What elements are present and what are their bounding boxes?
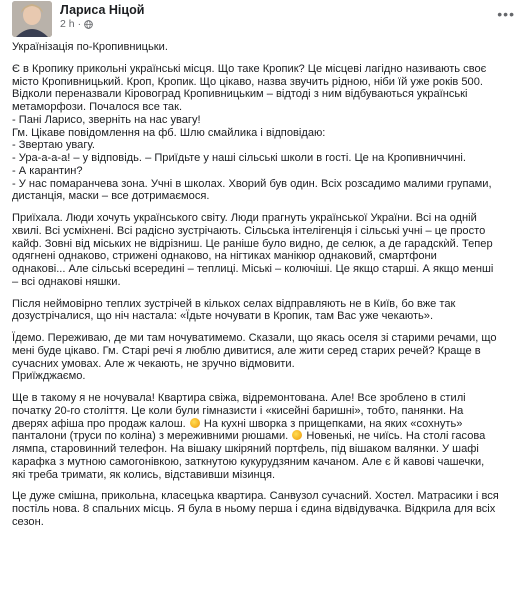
globe-icon bbox=[84, 20, 93, 29]
smiley-emoji-icon bbox=[292, 430, 302, 440]
paragraph-5: Ще в такому я не ночувала! Квартира свіжа, відремонтована. Але! Все зроблено в стилі початку 20-го століття. Це коли були гімназисти і «кисейні баришні», тобто, панянки. На дверях афіша про продаж калош. На кухні шворка з прищепками, на яких «сохнуть» панталони (труси по коліна) з мереживними рюшами. Новенькі, не чиїсь. На столі гасова лямпа, старовинний телефон. На вішаку шкіряний портфель, під вішаком валянки. У шафі карафка з мутною самогонівкою, заткнутою кукурудзяним качаном. Але є й кавові чашечки, які треба тримати, як колись, відставивши мізинця. bbox=[12, 392, 486, 481]
smiley-emoji-icon bbox=[190, 418, 200, 428]
avatar-photo bbox=[12, 1, 52, 37]
more-icon[interactable]: ••• bbox=[497, 6, 515, 22]
paragraph-3: Після неймовірно теплих зустрічей в кількох селах відправляють не в Київ, бо вже так дозустрічалися, що ніч настала: «Їдьте ночувати в Кропик, там Вас уже чекають». bbox=[12, 297, 456, 323]
post-info: 2 h · bbox=[60, 18, 144, 31]
paragraph-2: Приїхала. Люди хочуть українського світу. Люди прагнуть української України. Всі на одній хвилі. Всі усміхнені. Всі радісно зустрічають. Сільська інтелігенція і сільські учні – це просто кайф. Зовні від міських не відрізниш. Це раніше було видно, де селюк, а де гарадскѝй. Тепер одягнені однаково, стрижені однаково, на нігтиках манікюр однаковий, смартфони однакові... Але сільські всередині – теплиці. Міські – колючіші. Це якщо старші. А якщо менші – всі однакові няшки. bbox=[12, 212, 494, 288]
post-header bbox=[12, 0, 517, 41]
paragraph-4: Їдемо. Переживаю, де ми там ночуватимемо. Сказали, що якась оселя зі старими речами, що мені буде цікаво. Гм. Старі речі я люблю дивитися, але жити серед старих речей? Краще в сучасних умовах. Але ж чекають, не зручно відмовити. Приїжджаємо. bbox=[12, 332, 497, 383]
post-meta bbox=[60, 1, 144, 31]
paragraph-6: Це дуже смішна, прикольна, класецька квартира. Санвузол сучасний. Хостел. Матрасики і вся постіль нова. 8 спальних місць. Я була в ньому перша і єдина відвідувачка. Відкрила для всіх сезон. bbox=[12, 490, 499, 528]
paragraph-1: Є в Кропику прикольні українські місця. Що таке Кропик? Це місцеві лагідно називають своє місто Кропивницький. Кроп, Кропик. Що цікаво, назва звучить рідною, ніби їй уже років 500. Відколи переназвали Кіровоград Кропивницьким – відтоді з ним відбуваються українські метаморфози. Почалося все так. - Пані Ларисо, зверніть на нас увагу! Гм. Цікаве повідомлення на фб. Шлю смайлика і відповідаю: - Звертаю увагу. - Ура-а-а-а! – у відповідь. – Приїдьте у наші сільські школи в гості. Це на Кропивниччині. - А карантин? - У нас помаранчева зона. Учні в школах. Хворий був один. Всіх розсадимо малими групами, дистанція, маски – все дотримаємося. bbox=[12, 62, 492, 203]
post-title: Українізація по-Кропивницьки. bbox=[12, 41, 168, 53]
post-text bbox=[12, 41, 517, 529]
post-time[interactable]: 2 h bbox=[60, 18, 75, 30]
avatar[interactable] bbox=[12, 1, 52, 37]
author-name[interactable]: Лариса Ніцой bbox=[60, 3, 145, 17]
